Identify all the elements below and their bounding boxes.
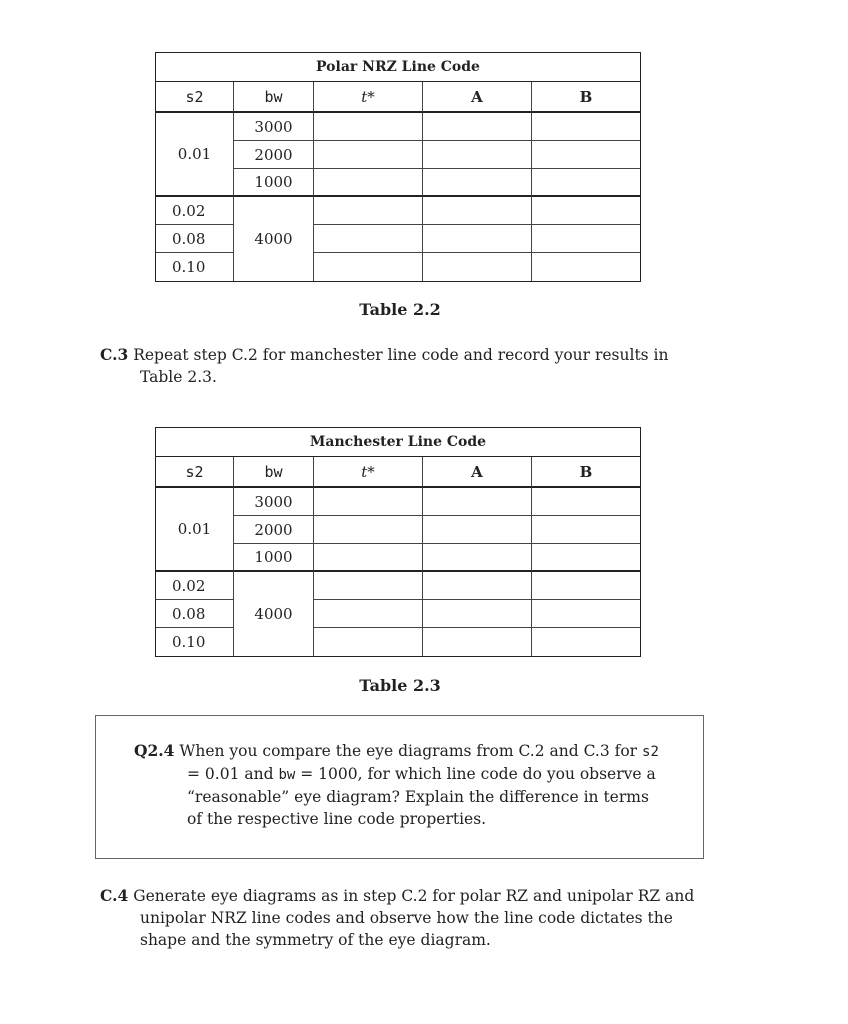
- table-cell-empty: [532, 253, 640, 281]
- table-cell-empty: [314, 516, 423, 544]
- question-text: [134, 740, 664, 830]
- table-cell-empty: [532, 197, 640, 225]
- table-cell-empty: [532, 544, 640, 572]
- table-cell-empty: [532, 225, 640, 253]
- table-cell-s2: 0.10: [156, 628, 234, 656]
- question-text-part: = 1000, for which line code do you observe a “reasonable” eye diagram? Explain the difference in terms of the respective line code properties.: [187, 765, 656, 828]
- table-cell-empty: [532, 572, 640, 600]
- table-cell-empty: [423, 488, 532, 516]
- table-cell-empty: [423, 253, 532, 281]
- table-cell-empty: [423, 141, 532, 169]
- question-text-part: = 0.01 and: [187, 765, 279, 783]
- table-cell-bw: 1000: [234, 169, 314, 197]
- table-cell-empty: [314, 141, 423, 169]
- table-cell-empty: [314, 169, 423, 197]
- table-cell-bw: 4000: [234, 197, 314, 281]
- table-cell-empty: [314, 197, 423, 225]
- step-text: Generate eye diagrams as in step C.2 for polar RZ and unipolar RZ and unipolar NRZ line codes and observe how the line code dictates the shape and the symmetry of the eye diagram.: [133, 887, 695, 949]
- table-cell-empty: [532, 628, 640, 656]
- table-cell-empty: [532, 113, 640, 141]
- column-header-t-star: t*: [314, 457, 423, 488]
- table-cell-empty: [423, 600, 532, 628]
- column-header-bw: bw: [234, 457, 314, 488]
- table-manchester: [155, 427, 641, 657]
- table-cell-bw: 2000: [234, 516, 314, 544]
- table-cell-bw: 4000: [234, 572, 314, 656]
- column-header-bw: bw: [234, 82, 314, 113]
- table-cell-empty: [314, 628, 423, 656]
- table-cell-empty: [314, 600, 423, 628]
- column-header-s2: s2: [156, 457, 234, 488]
- table-cell-empty: [423, 516, 532, 544]
- table-cell-s2: 0.10: [156, 253, 234, 281]
- code-bw: bw: [278, 767, 296, 783]
- table-title: Polar NRZ Line Code: [156, 53, 640, 82]
- table-title: Manchester Line Code: [156, 428, 640, 457]
- table-cell-empty: [314, 113, 423, 141]
- question-text-part: When you compare the eye diagrams from C.2 and C.3 for: [179, 742, 643, 760]
- table-cell-s2: 0.08: [156, 600, 234, 628]
- column-header-b: B: [532, 457, 640, 488]
- table-cell-empty: [532, 600, 640, 628]
- table-cell-empty: [423, 225, 532, 253]
- table-cell-bw: 3000: [234, 488, 314, 516]
- code-s2: s2: [642, 744, 659, 760]
- table-cell-bw: 3000: [234, 113, 314, 141]
- step-text: Repeat step C.2 for manchester line code and record your results in Table 2.3.: [133, 346, 669, 386]
- table-cell-empty: [532, 141, 640, 169]
- table-cell-s2: 0.02: [156, 572, 234, 600]
- table-cell-empty: [314, 572, 423, 600]
- table-cell-empty: [423, 113, 532, 141]
- table-cell-bw: 1000: [234, 544, 314, 572]
- step-number: C.3: [100, 345, 129, 364]
- step-c4: [100, 885, 704, 951]
- table-cell-s2: 0.02: [156, 197, 234, 225]
- table-cell-bw: 2000: [234, 141, 314, 169]
- column-header-b: B: [532, 82, 640, 113]
- step-number: C.4: [100, 886, 129, 905]
- table-cell-empty: [532, 169, 640, 197]
- table-polar-nrz: [155, 52, 641, 282]
- column-header-a: A: [423, 457, 532, 488]
- table-cell-empty: [532, 516, 640, 544]
- table-cell-empty: [314, 544, 423, 572]
- column-header-a: A: [423, 82, 532, 113]
- question-box: [95, 715, 704, 859]
- column-header-s2: s2: [156, 82, 234, 113]
- table-cell-empty: [532, 488, 640, 516]
- column-header-t-star: t*: [314, 82, 423, 113]
- step-c3: [100, 344, 704, 388]
- table-cell-s2: 0.08: [156, 225, 234, 253]
- table-cell-empty: [423, 628, 532, 656]
- table-cell-s2: 0.01: [156, 488, 234, 572]
- question-number: Q2.4: [134, 741, 175, 760]
- table-cell-empty: [423, 197, 532, 225]
- table-cell-s2: 0.01: [156, 113, 234, 197]
- table-cell-empty: [314, 488, 423, 516]
- table-cell-empty: [423, 572, 532, 600]
- table-cell-empty: [314, 253, 423, 281]
- table-cell-empty: [314, 225, 423, 253]
- table-caption: Table 2.2: [359, 300, 441, 319]
- table-cell-empty: [423, 544, 532, 572]
- table-caption: Table 2.3: [359, 676, 441, 695]
- table-cell-empty: [423, 169, 532, 197]
